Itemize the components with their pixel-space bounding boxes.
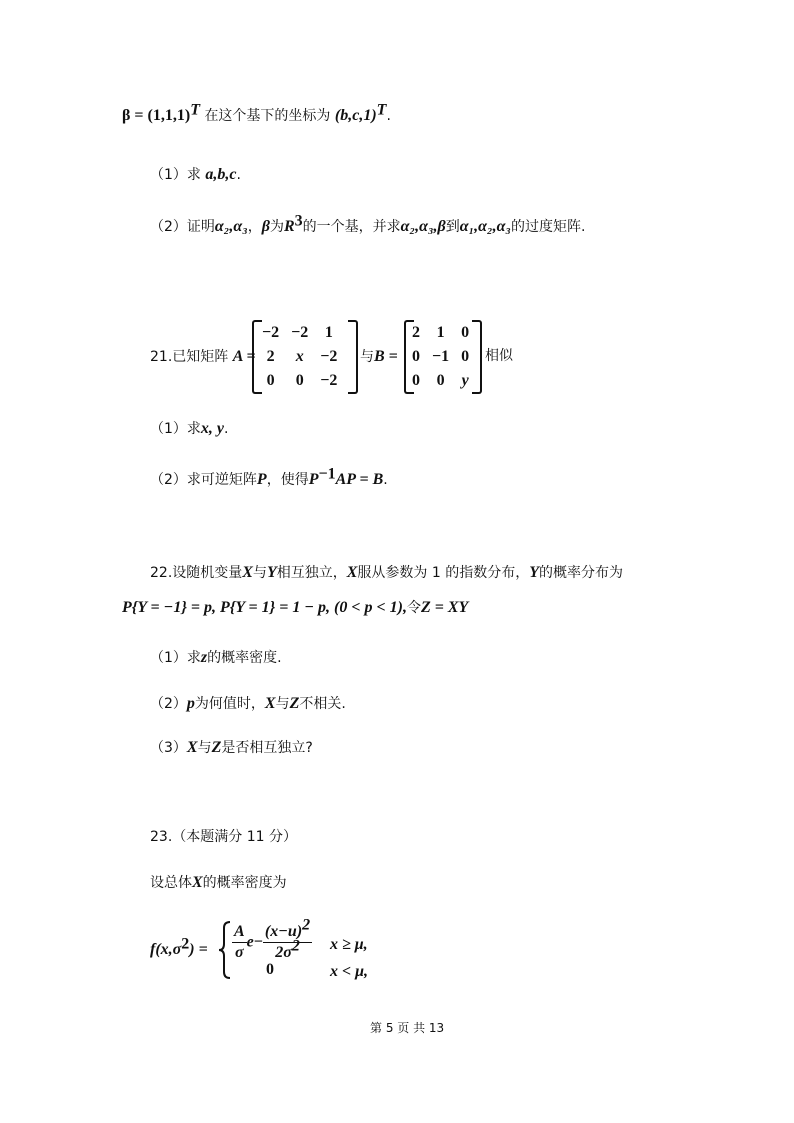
alpha23: α₂,α₃ (214, 218, 248, 235)
page-footer: 第 5 页 共 13 (370, 1021, 445, 1035)
q20-part2-wei: 为 (269, 219, 284, 235)
q22-t1: 与 (252, 565, 267, 581)
q20-part2-dao: 到 (445, 219, 460, 235)
case2-val (266, 962, 274, 978)
B-cell: −1 (432, 348, 450, 365)
Z-sym: Z (211, 739, 222, 756)
B-cell: 0 (436, 372, 445, 389)
frac2-den-text: 2σ (275, 944, 292, 961)
P-symbol: P (256, 471, 267, 488)
frac2-num-sup: 2 (302, 916, 311, 934)
X-sym: X (264, 695, 276, 712)
q20-part1-end: . (236, 167, 241, 183)
X-sym: X (242, 564, 253, 581)
B-cell: y (461, 372, 469, 389)
B-cell: 2 (412, 324, 420, 341)
case2-value: 0 (266, 961, 274, 978)
q23-intro-t2: 的概率密度为 (202, 875, 287, 891)
beta-symbol: β (261, 218, 270, 235)
q22-ling: 令 (406, 600, 421, 616)
matrix-A (252, 320, 358, 394)
q21-label: 21.已知矩阵 (150, 349, 229, 365)
q21-xiangsi: 相似 (485, 348, 513, 364)
frac2-den-sup: 2 (291, 937, 300, 955)
case1-expr (232, 916, 312, 961)
q22-part2-t2: 与 (275, 696, 290, 712)
q22-t4: 的概率分布为 (538, 565, 623, 581)
A-cell: −2 (291, 324, 309, 341)
q23-label-text: 23.（本题满分 11 分） (150, 829, 297, 845)
q22-part2-label: （2） (150, 696, 187, 712)
q21-part1-math: x, y (200, 420, 225, 437)
frac2-num-text: (x−u) (264, 923, 303, 940)
matrix-A-right-bracket (348, 320, 358, 394)
q21-part2-label: （2）求可逆矩阵 (150, 472, 257, 488)
B-cell: 0 (412, 372, 420, 389)
prob-distribution: P{Y = −1} = p, P{Y = 1} = 1 − p, (0 < p < 1), (122, 599, 407, 616)
case1-cond (330, 937, 368, 953)
q20-part2-comma: ， (247, 219, 262, 235)
q20-part1 (150, 167, 241, 183)
B-cell: 0 (412, 348, 420, 365)
f-rhs: ) = (189, 941, 208, 958)
q22-part2 (150, 696, 346, 712)
q22-part3-t2: 是否相互独立? (221, 740, 313, 756)
Y-sym: Y (266, 564, 277, 581)
q21-end (485, 349, 513, 363)
Y-sym: Y (529, 564, 539, 581)
A-cell: x (295, 348, 304, 365)
q20-part2-label: （2）证明 (150, 219, 215, 235)
q20-part2-text: 的一个基，并求 (302, 219, 401, 235)
q20-part1-label: （1）求 (150, 167, 201, 183)
minus-sign: − (253, 933, 263, 951)
q20-end: . (386, 108, 391, 124)
B-cell: 1 (436, 324, 445, 341)
q21-part1-label: （1）求 (150, 421, 201, 437)
A-cell: 0 (266, 372, 275, 389)
q21-part2-end: . (383, 472, 388, 488)
frac2-num (263, 916, 312, 943)
q20-part2 (150, 212, 586, 235)
A-cell: −2 (262, 324, 280, 341)
case1-condition: x ≥ μ, (330, 936, 368, 953)
alpha23-beta: α₂,α₃,β (400, 218, 446, 235)
transpose-sup: T (190, 101, 200, 119)
density-lhs (150, 935, 208, 958)
case2-cond (330, 964, 368, 980)
A-eq: A = (232, 348, 256, 365)
alpha123: α₁,α₂,α₃ (459, 218, 512, 235)
frac-exponent (263, 916, 312, 961)
X-sym: X (186, 739, 198, 756)
coords-vector: (b,c,1) (334, 107, 377, 124)
z-sym: z (200, 649, 208, 666)
frac2-den (263, 937, 312, 961)
q22-part3 (150, 740, 313, 756)
q22-part1-text: 的概率密度. (207, 650, 282, 666)
A-cell: 1 (324, 324, 333, 341)
P-inv: P (308, 471, 319, 488)
p-sym: p (186, 695, 195, 712)
AP-eq-B: AP = B (335, 471, 384, 488)
frac-A-sigma (232, 924, 247, 961)
q21-part2 (150, 465, 388, 488)
A-cell: 2 (266, 348, 275, 365)
q23-intro (150, 875, 287, 891)
R-sup: 3 (294, 212, 303, 230)
q22-part1-label: （1）求 (150, 650, 201, 666)
q22-part2-t1: 为何值时， (194, 696, 265, 712)
q21-label-line (150, 349, 256, 365)
frac1-den: σ (235, 944, 244, 961)
inverse-sup: −1 (318, 465, 336, 483)
B-eq: B = (374, 348, 398, 365)
matrix-B (404, 320, 482, 394)
frac1-num: A (232, 924, 247, 943)
beta-vector: β = (1,1,1) (122, 107, 191, 124)
left-brace-icon (218, 920, 232, 980)
q22-t2: 相互独立， (276, 565, 347, 581)
q20-text: 在这个基下的坐标为 (204, 108, 331, 124)
q22-part3-label: （3） (150, 740, 187, 756)
B-cell: 0 (461, 324, 470, 341)
q22-part2-t3: 不相关. (299, 696, 346, 712)
q23-intro-t1: 设总体 (150, 875, 192, 891)
q20-part2-end: 的过度矩阵. (511, 219, 586, 235)
e-symbol: e (246, 933, 254, 951)
B-cell: 0 (461, 348, 470, 365)
X-sym: X (346, 564, 358, 581)
q21-mid (360, 349, 398, 365)
X-sym: X (192, 874, 203, 891)
f-lhs: f(x,σ (150, 941, 182, 958)
q20-beta-line (122, 101, 391, 124)
q21-yu: 与 (360, 349, 374, 365)
q23-label (150, 830, 297, 844)
A-cell: 0 (295, 372, 304, 389)
transpose-sup-2: T (376, 101, 387, 119)
A-cell: −2 (320, 348, 338, 365)
q20-part1-math: a,b,c (205, 166, 237, 183)
Z-sym: Z (289, 695, 300, 712)
q22-t3: 服从参数为 1 的指数分布， (357, 565, 530, 581)
A-cell: −2 (320, 372, 338, 389)
case2-condition: x < μ, (330, 963, 369, 980)
q22-part1 (150, 650, 282, 666)
q22-line1 (150, 565, 623, 581)
q22-label: 22.设随机变量 (150, 565, 243, 581)
q21-part1-end: . (224, 421, 229, 437)
q22-line2 (122, 600, 468, 616)
Z-def: Z = XY (420, 599, 469, 616)
q21-part1 (150, 421, 228, 437)
q21-part2-text: ，使得 (266, 472, 309, 488)
R-symbol: R (283, 218, 295, 235)
q22-part3-t1: 与 (197, 740, 212, 756)
sigma-sq-sup: 2 (181, 935, 190, 953)
